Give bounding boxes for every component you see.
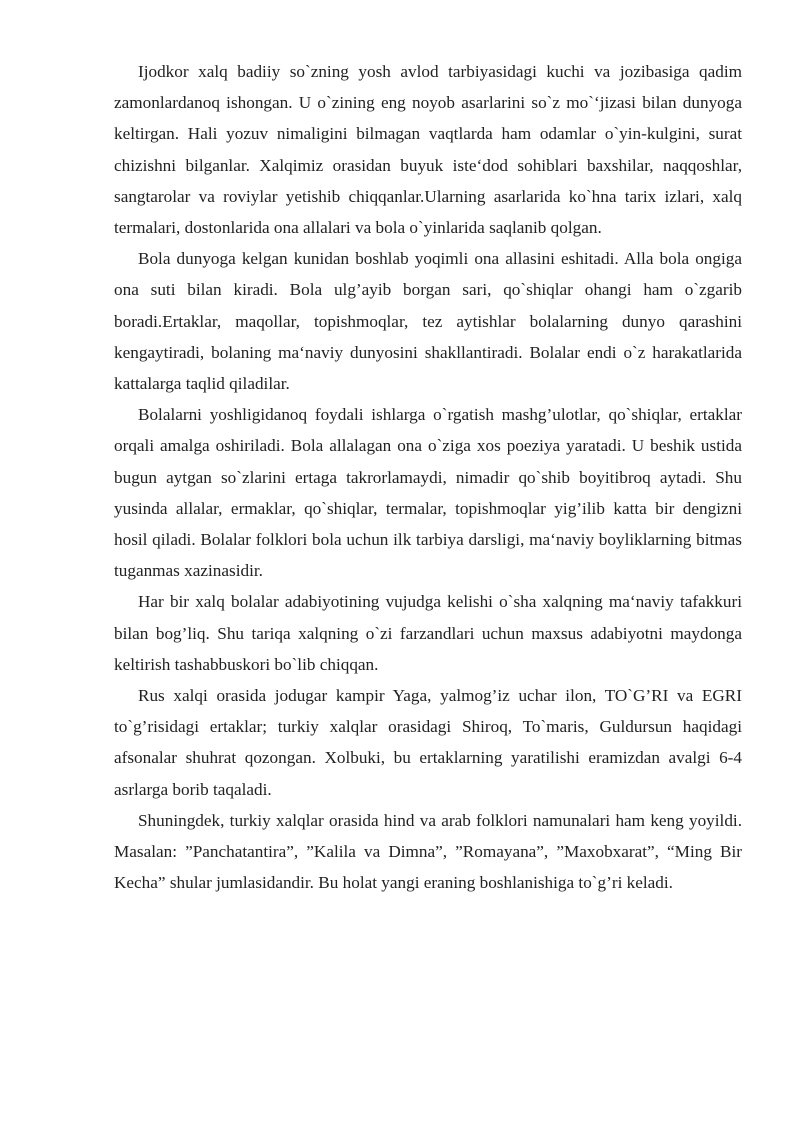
- paragraph-1: Ijodkor xalq badiiy so`zning yosh avlod tarbiyasidagi kuchi va jozibasiga qadim zamonlardanoq ishongan. U o`zining eng noyob asarlarini so`z mo`‘jizasi bilan dunyoga keltirgan. Hali yozuv nimaligini bilmagan vaqtlarda ham odamlar o`yin-kulgini, surat chizishni bilganlar. Xalqimiz orasidan buyuk iste‘dod sohiblari baxshilar, naqqoshlar, sangtarolar va roviylar yetishib chiqqanlar.Ularning asarlarida ko`hna tarix izlari, xalq termalari, dostonlarida ona allalari va bola o`yinlarida saqlanib qolgan.: [114, 62, 742, 238]
- paragraph-2: Bola dunyoga kelgan kunidan boshlab yoqimli ona allasini eshitadi. Alla bola ongiga ona suti bilan kiradi. Bola ulg’ayib borgan sari, qo`shiqlar ohangi ham o`zgarib boradi.Ertaklar, maqollar, topishmoqlar, tez aytishlar bolalarning dunyo qarashini kengaytiradi, bolaning ma‘naviy dunyosini shakllantiradi. Bolalar endi o`z harakatlarida kattalarga taqlid qiladilar.: [114, 249, 742, 394]
- paragraph-5: Rus xalqi orasida jodugar kampir Yaga, yalmog’iz uchar ilon, TO`G’RI va EGRI to`g’risidagi ertaklar; turkiy xalqlar orasidagi Shiroq, To`maris, Guldursun haqidagi afsonalar shuhrat qozongan. Xolbuki, bu ertaklarning yaratilishi eramizdan avalgi 6-4 asrlarga borib taqaladi.: [114, 686, 742, 799]
- document-page: [114, 56, 742, 898]
- paragraph-3: Bolalarni yoshligidanoq foydali ishlarga o`rgatish mashg’ulotlar, qo`shiqlar, ertaklar orqali amalga oshiriladi. Bola allalagan ona o`ziga xos poeziya yaratadi. U beshik ustida bugun aytgan so`zlarini ertaga takrorlamaydi, nimadir qo`shib boyitibroq aytadi. Shu yusinda allalar, ermaklar, qo`shiqlar, termalar, topishmoqlar yig’ilib katta bir dengizni hosil qiladi. Bolalar folklori bola uchun ilk tarbiya darsligi, ma‘naviy boyliklarning bitmas tuganmas xazinasidir.: [114, 405, 742, 581]
- paragraph-6: Shuningdek, turkiy xalqlar orasida hind va arab folklori namunalari ham keng yoyildi. Masalan: ”Panchatantira”, ”Kalila va Dimna”, ”Romayana”, ”Maxobxarat”, “Ming Bir Kecha” shular jumlasidandir. Bu holat yangi eraning boshlanishiga to`g’ri keladi.: [114, 810, 742, 893]
- paragraph-4: Har bir xalq bolalar adabiyotining vujudga kelishi o`sha xalqning ma‘naviy tafakkuri bilan bog’liq. Shu tariqa xalqning o`zi farzandlari uchun maxsus adabiyotni maydonga keltirish tashabbuskori bo`lib chiqqan.: [114, 592, 742, 674]
